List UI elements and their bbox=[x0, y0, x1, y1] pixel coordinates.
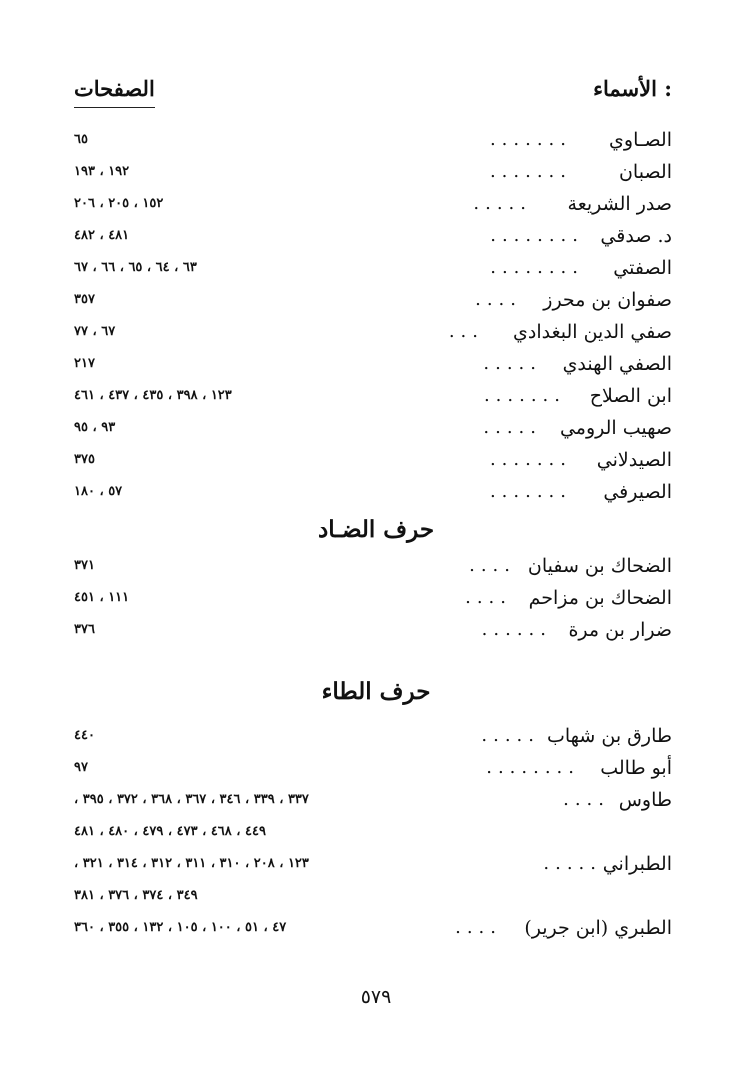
section-heading-ta: حرف الطاء bbox=[321, 678, 431, 705]
index-entry bbox=[74, 720, 672, 752]
section-heading-dad: حرف الضـاد bbox=[317, 516, 435, 543]
leader-dots: .... bbox=[455, 917, 502, 938]
leader-dots: ...... bbox=[481, 619, 552, 640]
entry-pages: ٣٧٥ bbox=[74, 452, 95, 467]
leader-dots: ....... bbox=[489, 129, 572, 150]
entry-name: د. صدقي bbox=[600, 225, 672, 247]
entry-pages: ٤٨١ ، ٤٨٢ bbox=[74, 228, 130, 243]
entry-pages: ٣٥٧ bbox=[74, 292, 95, 307]
leader-dots: .... bbox=[465, 587, 512, 608]
index-entry bbox=[74, 550, 672, 582]
entry-name: الطبراني bbox=[602, 853, 672, 875]
entry-name: صدر الشريعة bbox=[567, 193, 672, 215]
entry-pages: ٦٥ bbox=[74, 132, 88, 147]
leader-dots: ....... bbox=[489, 449, 572, 470]
index-entry bbox=[74, 220, 672, 252]
entry-pages: ٥٧ ، ١٨٠ bbox=[74, 484, 123, 499]
entry-pages: ١٢٣ ، ٣٩٨ ، ٤٣٥ ، ٤٣٧ ، ٤٦١ bbox=[74, 388, 232, 403]
entry-pages: ٩٣ ، ٩٥ bbox=[74, 420, 116, 435]
entry-pages: ٦٧ ، ٧٧ bbox=[74, 324, 116, 339]
index-entry bbox=[74, 252, 672, 284]
entry-name: صفوان بن محرز bbox=[543, 289, 672, 311]
leader-dots: ..... bbox=[473, 193, 532, 214]
leader-dots: .... bbox=[563, 789, 610, 810]
entry-name: طارق بن شهاب bbox=[546, 725, 672, 747]
index-entry bbox=[74, 752, 672, 784]
index-entry bbox=[74, 316, 672, 348]
entry-pages: ٣٧١ bbox=[74, 558, 95, 573]
entry-pages: ٣٧٦ bbox=[74, 622, 95, 637]
entry-name: الصيدلاني bbox=[596, 449, 672, 471]
entry-pages-continued: ٤٤٩ ، ٤٦٨ ، ٤٧٣ ، ٤٧٩ ، ٤٨٠ ، ٤٨١ bbox=[74, 824, 266, 839]
leader-dots: ....... bbox=[489, 481, 572, 502]
index-entry bbox=[74, 848, 672, 880]
page-number: ٥٧٩ bbox=[360, 986, 392, 1008]
entry-pages: ١٩٢ ، ١٩٣ bbox=[74, 164, 130, 179]
entry-name: الصفي الهندي bbox=[562, 353, 672, 375]
leader-dots: .... bbox=[469, 555, 516, 576]
entry-pages: ٢١٧ bbox=[74, 356, 95, 371]
index-entry bbox=[74, 380, 672, 412]
index-entry bbox=[74, 348, 672, 380]
entry-name: ضرار بن مرة bbox=[568, 619, 672, 641]
leader-dots: ..... bbox=[483, 417, 542, 438]
leader-dots: ..... bbox=[481, 725, 540, 746]
index-entry bbox=[74, 188, 672, 220]
entry-pages: ١٥٢ ، ٢٠٥ ، ٢٠٦ bbox=[74, 196, 164, 211]
leader-dots: ..... bbox=[483, 353, 542, 374]
entry-name: الصبان bbox=[618, 161, 672, 183]
leader-dots: ........ bbox=[490, 225, 584, 246]
leader-dots: ....... bbox=[483, 385, 566, 406]
index-entry bbox=[74, 156, 672, 188]
entry-name: الطبري (ابن جرير) bbox=[524, 917, 672, 939]
index-entry bbox=[74, 582, 672, 614]
index-entry bbox=[74, 784, 672, 816]
index-entry bbox=[74, 284, 672, 316]
entry-name: الصيرفي bbox=[603, 481, 672, 503]
entry-pages: ٦٣ ، ٦٤ ، ٦٥ ، ٦٦ ، ٦٧ bbox=[74, 260, 197, 275]
leader-dots: ........ bbox=[486, 757, 580, 778]
entry-pages: ٤٧ ، ٥١ ، ١٠٠ ، ١٠٥ ، ١٣٢ ، ٣٥٥ ، ٣٦٠ bbox=[74, 920, 287, 935]
leader-dots: ... bbox=[448, 321, 484, 342]
names-column-header: الأسماء : bbox=[593, 76, 672, 101]
entry-pages-continued: ٣٤٩ ، ٣٧٤ ، ٣٧٦ ، ٣٨١ bbox=[74, 888, 198, 903]
entry-pages: ٣٣٧ ، ٣٣٩ ، ٣٤٦ ، ٣٦٧ ، ٣٦٨ ، ٣٧٢ ، ٣٩٥ ، bbox=[74, 792, 309, 807]
entry-name: الصـاوي bbox=[609, 129, 672, 151]
leader-dots: ..... bbox=[543, 853, 602, 874]
index-entry bbox=[74, 124, 672, 156]
entry-name: الضحاك بن مزاحم bbox=[528, 587, 672, 609]
entry-name: صفي الدين البغدادي bbox=[512, 321, 672, 343]
leader-dots: .... bbox=[475, 289, 522, 310]
entry-pages: ١١١ ، ٤٥١ bbox=[74, 590, 130, 605]
index-entry bbox=[74, 444, 672, 476]
entry-name: طاوس bbox=[618, 789, 672, 811]
leader-dots: ........ bbox=[490, 257, 584, 278]
leader-dots: ....... bbox=[489, 161, 572, 182]
entry-name: الصفتي bbox=[613, 257, 672, 279]
pages-column-header: الصفحات bbox=[74, 74, 155, 108]
entry-name: صهيب الرومي bbox=[559, 417, 672, 439]
index-entry bbox=[74, 412, 672, 444]
index-entry bbox=[74, 476, 672, 508]
index-entry bbox=[74, 614, 672, 646]
entry-pages: ١٢٣ ، ٢٠٨ ، ٣١٠ ، ٣١١ ، ٣١٢ ، ٣١٤ ، ٣٢١ ، bbox=[74, 856, 309, 871]
entry-name: ابن الصلاح bbox=[589, 385, 672, 407]
entry-pages: ٩٧ bbox=[74, 760, 88, 775]
entry-pages: ٤٤٠ bbox=[74, 728, 95, 743]
index-entry bbox=[74, 912, 672, 944]
entry-name: الضحاك بن سفيان bbox=[527, 555, 672, 577]
entry-name: أبو طالب bbox=[600, 757, 672, 779]
